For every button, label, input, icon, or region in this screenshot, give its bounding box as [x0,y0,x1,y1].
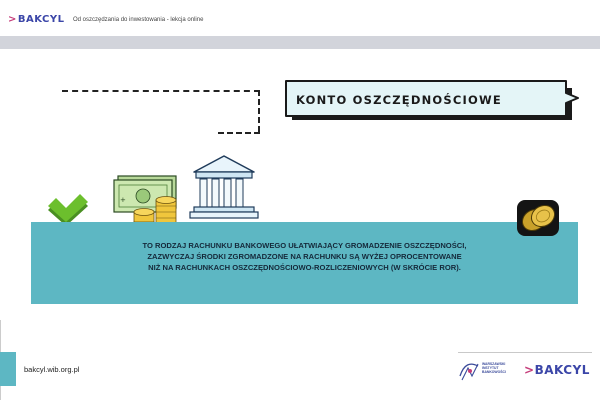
dashed-connector-top [62,90,260,92]
dashed-connector-bottom [218,132,260,134]
wib-name: WARSZAWSKI INSTYTUT BANKOWOŚCI [482,362,506,374]
footer-divider [458,352,592,353]
bank-building-icon [188,152,260,224]
description-text [71,240,538,273]
description-line: TO RODZAJ RACHUNKU BANKOWEGO UŁATWIAJĄCY GROMADZENIE OSZCZĘDNOŚCI, [142,241,467,250]
header-divider-band [0,36,600,49]
slide-title: KONTO OSZCZĘDNOŚCIOWE [296,93,502,107]
footer-brand-chevron: > [524,363,535,377]
footer-bakcyl-logo [524,363,590,377]
top-bar [0,0,600,36]
description-line: ZAZWYCZAJ ŚRODKI ZGROMADZONE NA RACHUNKU SĄ WYŻEJ OPROCENTOWANE [147,252,462,261]
lesson-title: Od oszczędzania do inwestowania - lekcja online [73,17,204,23]
footer-url-link[interactable]: bakcyl.wib.org.pl [24,365,80,374]
wib-emblem-icon [458,360,482,382]
title-banner [276,76,584,124]
brand-name: BAKCYL [17,14,65,25]
footer-accent-bar [0,352,16,386]
description-line: NIŻ NA RACHUNKACH OSZCZĘDNOŚCIOWO-ROZLICZENIOWYCH (W SKRÓCIE ROR). [148,263,461,272]
description-panel [31,222,578,304]
coin-icon [514,196,562,240]
wib-logo [458,360,520,382]
footer-brand-name: BAKCYL [534,363,590,377]
svg-text:+: + [120,196,126,204]
dashed-connector-vertical [258,90,260,132]
bakcyl-logo [8,14,65,25]
brand-chevron: > [8,14,17,25]
